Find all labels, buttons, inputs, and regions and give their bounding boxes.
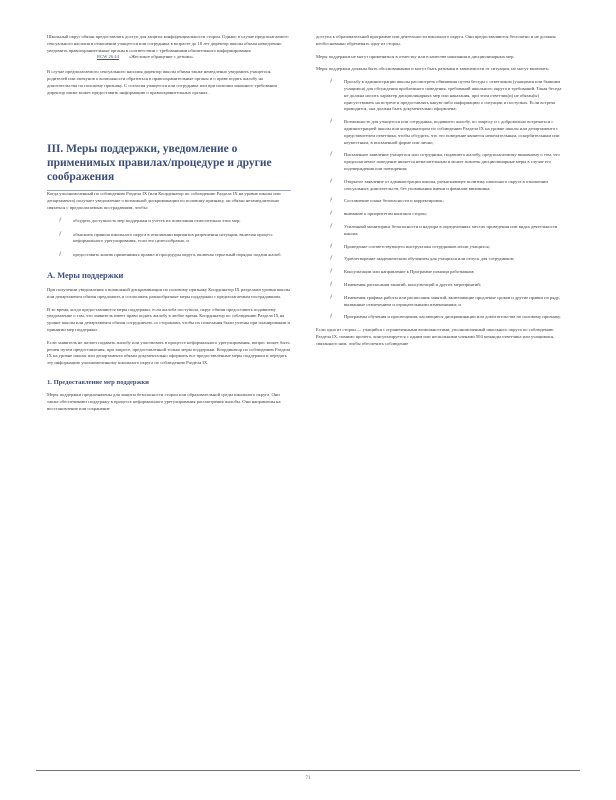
list-item: ƒ Проведение соответствующего инструктажа сотрудников и/или учащихся;: [330, 243, 490, 249]
left-paragraph-5: В то время, когда предоставляются меры поддержки, если жалоба поступила, округ обязан предоставить подавшему уведомление о том, что заявитель имеет право подать жалобу в любое время. Координатор по соблюдению Раздела IX на уровне школы или департамента обязан сотрудничать со сторонами, чтобы их пожелания были учтены при планировании и принятии мер поддержки.: [47, 306, 290, 332]
right-column: [316, 34, 564, 354]
bullet-icon: ƒ: [330, 178, 333, 184]
right-paragraph-2: Меры поддержки не могут применяться в отместку или в качестве наказания в дисциплинарных мер.: [316, 53, 515, 59]
bullet-icon: ƒ: [59, 231, 62, 237]
citation-row: [47, 54, 291, 61]
bullet-icon: ƒ: [330, 269, 333, 275]
bullet-icon: ƒ: [330, 281, 333, 287]
bullet-icon: ƒ: [330, 314, 333, 320]
left-bullet-list: [47, 218, 291, 259]
bullet-icon: ƒ: [330, 256, 333, 262]
left-column: [47, 34, 291, 418]
bullet-icon: ƒ: [330, 211, 333, 217]
list-item: ƒ Программы обучения и просвещения, касающиеся дискриминации или домогательства по половому признаку.: [330, 314, 562, 320]
list-item: ƒ внимание к приоритетам контакта сторон;: [330, 211, 427, 217]
right-paragraph-3: Меры поддержки должны быть обоснованными и могут быть разными в зависимости от ситуации, но могут включать:: [316, 66, 550, 72]
bullet-icon: ƒ: [330, 79, 333, 85]
bullet-icon: ƒ: [330, 294, 333, 300]
list-item: ƒ Консультации или направление к Программе помощи работникам;: [330, 269, 475, 275]
list-item: ƒ Изменения расписания занятий, консультаций и других мероприятий;: [330, 281, 481, 287]
list-item: ƒ Просьбу к администрации школы рассмотреть обвинения путем беседы с ответчиком (учащимся или бывшим учащимся) для обсуждения проблемного поведения, требований школьного округа и требований. Такая беседа не должна носить характер дисциплинарных мер или наказания, при этом ответчик(и) не обязан(ы) присутствовать на встрече и предоставлять какую-либо информацию о ситуации и поступках. Если встреча проводится, она должна быть документально оформлена;: [330, 79, 562, 112]
list-item: ƒ объяснить правила школьного округа в отношении вариантов разрешения ситуации, включая процесс неформального урегулирования, если это целесообразно, и: [59, 231, 273, 244]
right-bullet-list: [316, 79, 564, 321]
list-item: ƒ Удовлетворение академическим обучением для учащихся или отпуск для сотрудников;: [330, 256, 515, 262]
list-item: ƒ обсудить доступность мер поддержки и учесть их пожелания относительно этих мер;: [59, 217, 241, 223]
citation-title: «Жестокое обращение с детьми».: [128, 54, 195, 60]
list-item: ƒ Усиленный мониторинг безопасности и надзора в определенных местах проведения или видах деятельности школы;: [330, 223, 558, 236]
page-number: 71: [305, 776, 311, 781]
bullet-icon: ƒ: [330, 152, 333, 158]
rcw-link[interactable]: RCW 26.44: [97, 54, 119, 60]
bullet-icon: ƒ: [330, 243, 333, 249]
left-paragraph-4: При получении уведомления о возможной дискриминации по половому признаку Координатор IX разделами уровня школы или департамента обязан предложить и согласовать разнообразные меры поддержки с предполагаемым пострадавшим.: [47, 286, 290, 299]
bullet-icon: ƒ: [330, 119, 333, 125]
list-item: ƒ Письменное заявление учащегося или сотрудника, подавшего жалобу, предполагаемому виновному о том, что предполагаемое поведение является нежелательным и может повлечь дисциплинарные меры в случае его подтверждения или повторения;: [330, 152, 560, 171]
bullet-icon: ƒ: [59, 252, 62, 258]
bullet-icon: ƒ: [330, 223, 333, 229]
left-paragraph-7: Меры поддержки предназначены для защиты безопасности сторон или образовательной среды школьного округа. Они также обеспечивают поддержку в процессе неформального урегулирования рассмотрения жалобы. Они направлены на восстановление или сохранение: [47, 391, 281, 411]
subsection-heading-a: A. Меры поддержки: [47, 270, 124, 280]
subsection-heading-1: 1. Предоставление мер поддержки: [47, 378, 149, 386]
footer-divider: [36, 770, 580, 771]
list-item: ƒ Изменения графика работы или расписания занятий, включающие продление сроков и другие правки по ряду, вызванные отвлечением и отрицательными изменениями; и: [330, 294, 560, 307]
left-paragraph-6: Если заявитель не желает подавать жалобу или участвовать в процессе неформального урегулирования, вопрос может быть решен путем предоставления, при запросе, предоставленной только меры поддержки. Координатор по соблюдению Раздела IX на уровне школы или департамента обязан документально оформить все предоставленные меры поддержки и передать эту информацию уполномоченному школьного округа по соблюдению Раздела IX.: [47, 339, 291, 366]
section-heading: III. Меры поддержки, уведомление о применимых правилах/процедуре и другие соображения: [47, 142, 291, 191]
bullet-icon: ƒ: [330, 198, 333, 204]
paragraph-text: Школьный округ обязан предоставлять доступ для защиты конфиденциальности сторон. Однако в случае предполагаемого сексуального насилия в отношении учащегося или сотрудника в возрасте до 18 лет директор школы обязан немедленно уведомить правоохранительные органы в соответствии с требованиями обязательного информирования: [47, 34, 289, 53]
right-paragraph-1: доступа к образовательной программе или деятельности школьного округа. Они предоставляются бесплатно и не должны необоснованно обременять одну из сторон.: [316, 34, 556, 46]
bullet-icon: ƒ: [59, 217, 62, 223]
list-item: ƒ предоставить копию применимых правил и процедуры округа, включая серьезный порядок подачи жалоб.: [59, 252, 282, 258]
left-paragraph-3: Когда уполномоченный по соблюдению Раздела IX (или Координатор по соблюдению Раздела IX на уровне школы или департамента) получает уведомление о возможной дискриминации по половому признаку, он обязан незамедлительно связаться с предполагаемым пострадавшим, чтобы:: [47, 191, 281, 210]
list-item: ƒ Возможность для учащегося или сотрудника, подавшего жалобу, по запросу и с добровольно встречаться с администрацией школы или координатором по соблюдению Раздела IX на уровне школы или департамента с представителем ответчика, чтобы обсудить, что это поведение является нежелательным, оскорбительным или неуместным, в письменной форме или лично;: [330, 119, 560, 145]
list-item: ƒ Открытое заявление от администрации школы, разъясняющее политику школьного округа в отношении сексуальных домогательств, без упоминания имени и фамилии виновника;: [330, 178, 548, 191]
right-paragraph-4: Если одна из сторон — учащийся с ограниченными возможностями, уполномоченный школьного округа по соблюдению Раздела IX, помимо прочего, консультируется с одним или несколькими членами 504 команды ответчика или учащимися, связанного ним, чтобы обеспечить соблюдение: [316, 327, 555, 346]
left-paragraph-2: В случае предполагаемого сексуального насилия директор школы обязан также немедленно уведомить учащегося, родителей или опекунов о возможности обратиться в правоохранительные органы и о праве подать жалобу на домогательства по половому признаку. С согласия учащегося или сотрудника или при наличии законного требования директор также может предоставить информацию о правоохранительных органах.: [47, 69, 277, 95]
left-paragraph-1: [47, 34, 291, 61]
list-item: ƒ Составление плана безопасности и корректировок;: [330, 198, 444, 204]
